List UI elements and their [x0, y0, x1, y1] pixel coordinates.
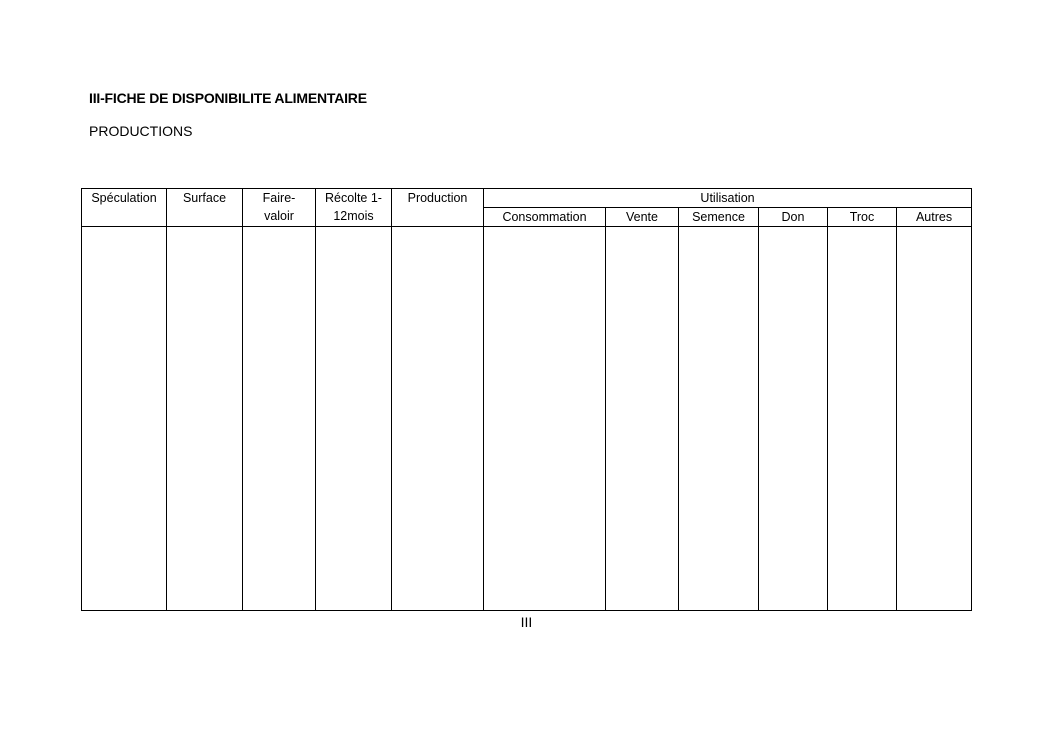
header-recolte-line2: 12mois [333, 209, 374, 223]
header-utilisation: Utilisation [484, 189, 972, 208]
cell-recolte[interactable] [316, 227, 392, 611]
header-faire-valoir [243, 189, 316, 227]
cell-troc[interactable] [828, 227, 897, 611]
cell-surface[interactable] [167, 227, 243, 611]
page-number: III [520, 614, 533, 630]
cell-speculation[interactable] [82, 227, 167, 611]
header-production: Production [392, 189, 484, 227]
cell-autres[interactable] [897, 227, 972, 611]
cell-production[interactable] [392, 227, 484, 611]
header-speculation: Spéculation [82, 189, 167, 227]
production-table [81, 188, 972, 611]
cell-consommation[interactable] [484, 227, 606, 611]
header-vente: Vente [606, 208, 679, 227]
header-surface: Surface [167, 189, 243, 227]
header-recolte-line1: Récolte 1- [325, 191, 382, 205]
header-troc: Troc [828, 208, 897, 227]
header-semence: Semence [679, 208, 759, 227]
header-faire-valoir-line2: valoir [264, 209, 294, 223]
cell-faire-valoir[interactable] [243, 227, 316, 611]
header-autres: Autres [897, 208, 972, 227]
section-subtitle: PRODUCTIONS [89, 123, 193, 139]
header-faire-valoir-line1: Faire- [262, 191, 296, 205]
cell-semence[interactable] [679, 227, 759, 611]
document-title: III-FICHE DE DISPONIBILITE ALIMENTAIRE [89, 90, 367, 106]
cell-vente[interactable] [606, 227, 679, 611]
header-consommation: Consommation [484, 208, 606, 227]
table-row [82, 227, 972, 611]
header-recolte [316, 189, 392, 227]
header-don: Don [759, 208, 828, 227]
cell-don[interactable] [759, 227, 828, 611]
